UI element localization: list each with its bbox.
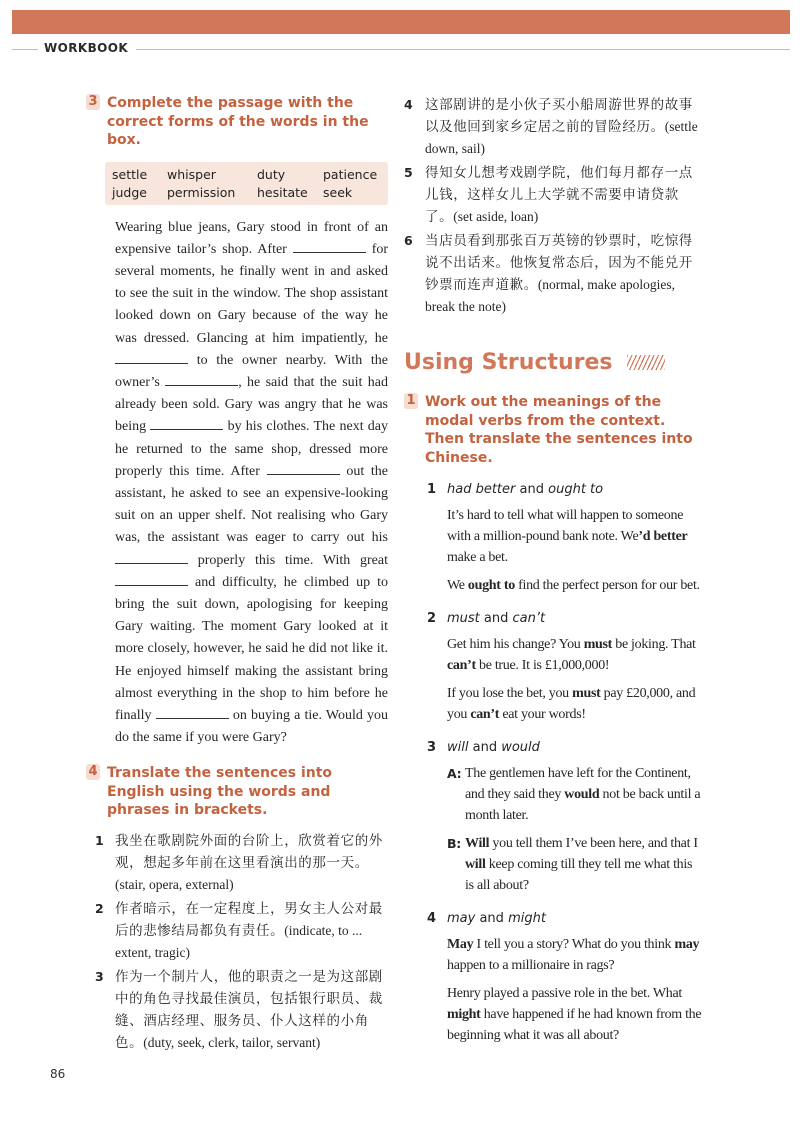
chinese-text: 当店员看到那张百万英镑的钞票时，吃惊得说不出话来。他恢复常态后，因为不能兑开钞票而连声道歉。	[425, 233, 693, 292]
item-number: 4	[404, 97, 413, 112]
item-number: 3	[95, 968, 104, 984]
passage-text: to the owner nearby. With the owner’s	[115, 352, 389, 390]
passage	[115, 217, 388, 750]
bold-modal: might	[447, 1007, 481, 1022]
example-paragraph	[447, 575, 704, 596]
chinese-text: 得知女儿想考戏剧学院，他们每月都存一点儿钱，这样女儿上大学就不需要申请贷款了。	[425, 165, 693, 224]
section-heading	[404, 350, 704, 375]
passage-text: by his clothes. The next day he returned to the same shop, dressed more properly this time. After	[115, 419, 389, 479]
modal-item	[427, 910, 704, 1046]
blank-3[interactable]	[165, 373, 238, 386]
hint-text: (normal, make apologies, break the note)	[425, 277, 676, 314]
word-box-item: seek	[323, 184, 353, 200]
word-box-item: settle	[112, 166, 148, 182]
bold-modal: may	[674, 937, 700, 952]
structures-task-number: 1	[404, 393, 418, 409]
word-box-item: duty	[257, 166, 286, 182]
text: I tell you a story? What do you think	[473, 937, 675, 952]
blank-8[interactable]	[156, 706, 229, 719]
hint-text: (set aside, loan)	[453, 209, 539, 224]
item-number: 3	[427, 740, 437, 755]
bold-modal: must	[572, 686, 601, 701]
structures-task-title: Work out the meanings of the modal verbs from the context. Then translate the sentences into Chinese.	[425, 394, 693, 466]
bold-modal: can’t	[447, 658, 476, 673]
left-column	[86, 94, 388, 1056]
passage-text: properly this time. With great	[197, 552, 389, 568]
task4-number: 4	[86, 764, 100, 780]
modal-verb: can’t	[512, 611, 546, 626]
modal-item-head	[427, 610, 704, 628]
modal-verb: might	[508, 911, 546, 926]
text: you tell them I’ve been here, and that I	[489, 836, 698, 851]
item-number: 5	[404, 165, 413, 180]
text: find the perfect person for our bet.	[514, 578, 700, 593]
word-box-item: judge	[112, 184, 147, 200]
blank-7[interactable]	[115, 573, 188, 586]
text: have happened if he had known from the beginning what it was all about?	[447, 1007, 702, 1043]
text: not be back until a month later.	[465, 787, 701, 823]
modal-item-head	[427, 910, 704, 928]
passage-text: , he said that the suit had already been sold. Gary was angry that he was being	[115, 374, 389, 435]
item-number: 2	[95, 900, 104, 916]
blank-2[interactable]	[115, 351, 188, 364]
bold-modal: ’d better	[638, 529, 688, 544]
hint-text: (settle down, sail)	[425, 119, 698, 156]
task3-title: Complete the passage with the correct forms of the words in the box.	[107, 95, 369, 148]
dialogue-line-b	[447, 833, 704, 896]
modal-item-head	[427, 739, 704, 757]
text: It’s hard to tell what will happen to someone with a million-pound bank note. We	[447, 508, 684, 544]
text: If you lose the bet, you	[447, 686, 573, 701]
speaker-label: B:	[447, 836, 461, 851]
hint-text: (duty, seek, clerk, tailor, servant)	[143, 1034, 321, 1050]
translation-item	[404, 94, 704, 160]
dialogue-line-a	[447, 763, 704, 826]
item-number: 6	[404, 233, 413, 248]
translation-item	[404, 162, 704, 228]
passage-text: Wearing blue jeans, Gary stood in front of an expensive tailor’s shop. After	[115, 219, 388, 257]
top-color-bar	[12, 10, 790, 34]
task3-number: 3	[86, 94, 100, 110]
text: We	[447, 578, 468, 593]
right-column	[404, 94, 704, 1046]
text: Get him his change? You	[447, 637, 584, 652]
item-number: 4	[427, 911, 437, 926]
task3-header	[86, 94, 388, 150]
translation-item	[86, 898, 388, 964]
chinese-text: 作为一个制片人，他的职责之一是为这部剧中的角色寻找最佳演员，包括银行职员、裁缝、酒店经理、服务员、仆人这样的小角色。	[115, 968, 383, 1050]
word-box-item: whisper	[167, 166, 216, 182]
chinese-text: 我坐在歌剧院外面的台阶上，欣赏着它的外观，想起多年前在这里看演出的那一天。	[115, 832, 383, 870]
word-box-item: permission	[167, 184, 236, 200]
translation-item	[86, 830, 388, 896]
blank-6[interactable]	[115, 551, 188, 564]
hint-text: (indicate, to ... extent, tragic)	[115, 922, 363, 960]
blank-1[interactable]	[293, 240, 366, 253]
workbook-label: WORKBOOK	[38, 41, 136, 55]
modal-verb: ought to	[548, 482, 604, 497]
bold-modal: must	[583, 637, 613, 652]
word-box-item: patience	[323, 166, 378, 182]
word-box	[105, 162, 388, 205]
speaker-label: A:	[447, 766, 462, 781]
item-number: 1	[427, 482, 437, 497]
text: happen to a millionaire in rags?	[447, 958, 615, 973]
modal-item	[427, 739, 704, 896]
item-number: 2	[427, 611, 437, 626]
text: be joking. That	[612, 637, 696, 652]
translation-item	[404, 230, 704, 318]
passage-text: and difficulty, he climbed up to bring the suit down, apologising for keeping Gary waiting. The moment Gary looked at it more closely, however, he said he did not like it. He enjoyed himself making the assistant bring almost everything in the shop to him before he finally	[115, 574, 388, 723]
page-number: 86	[50, 1067, 66, 1081]
passage-text: out the assistant, he asked to see an expensive-looking suit on an upper shelf. Not realising who Gary was, the assistant was eager to carry out his	[115, 463, 389, 546]
modal-item	[427, 481, 704, 596]
text: Henry played a passive role in the bet. What	[447, 986, 682, 1001]
example-paragraph	[447, 683, 704, 725]
structures-task-header	[404, 393, 704, 467]
translation-list-cont	[404, 94, 704, 318]
text: be true. It is £1,000,000!	[475, 658, 610, 673]
bold-modal: would	[564, 787, 600, 802]
modal-verb: must	[447, 611, 480, 626]
text: make a bet.	[447, 550, 508, 565]
text: keep coming till they tell me what this is all about?	[465, 857, 693, 893]
text: eat your words!	[499, 707, 586, 722]
hatch-decoration	[627, 355, 665, 370]
bold-modal: Will	[465, 836, 490, 851]
section-title: Using Structures	[404, 350, 613, 375]
modal-item-head	[427, 481, 704, 499]
chinese-text: 作者暗示，在一定程度上，男女主人公对最后的悲惨结局都负有责任。	[115, 900, 383, 938]
connector: and	[519, 482, 544, 497]
bold-modal: can’t	[470, 707, 500, 722]
blank-5[interactable]	[267, 462, 340, 475]
example-paragraph	[447, 983, 704, 1046]
hint-text: (stair, opera, external)	[115, 876, 234, 892]
text: pay £20,000, and you	[447, 686, 696, 722]
connector: and	[479, 911, 504, 926]
item-number: 1	[95, 832, 104, 848]
passage-text: for several moments, he finally went in and asked to see the suit in the window. The shop assistant looked down on Gary because of the way he was dressed. Glancing at him impatiently, he	[115, 241, 389, 346]
example-paragraph	[447, 634, 704, 676]
translation-item	[86, 966, 388, 1054]
example-paragraph	[447, 505, 704, 568]
translation-list	[86, 830, 388, 1054]
modal-verb: may	[447, 911, 476, 926]
chinese-text: 这部剧讲的是小伙子买小船周游世界的故事以及他回到家乡定居之前的冒险经历。	[425, 97, 693, 134]
example-paragraph	[447, 934, 704, 976]
text: The gentlemen have left for the Continent, and they said they	[465, 766, 691, 802]
connector: and	[472, 740, 498, 755]
connector: and	[483, 611, 509, 626]
modal-verb: had better	[447, 482, 516, 497]
word-box-item: hesitate	[257, 184, 308, 200]
passage-text: on buying a tie. Would you do the same if you were Gary?	[115, 707, 389, 746]
bold-modal: May	[447, 937, 474, 952]
modal-item	[427, 610, 704, 725]
blank-4[interactable]	[150, 417, 223, 430]
bold-modal: will	[465, 857, 486, 872]
modal-verb: will	[447, 740, 469, 755]
task4-header	[86, 764, 388, 820]
bold-modal: ought to	[467, 578, 515, 593]
modal-verb: would	[501, 740, 540, 755]
task4-title: Translate the sentences into English using the words and phrases in brackets.	[107, 765, 333, 819]
